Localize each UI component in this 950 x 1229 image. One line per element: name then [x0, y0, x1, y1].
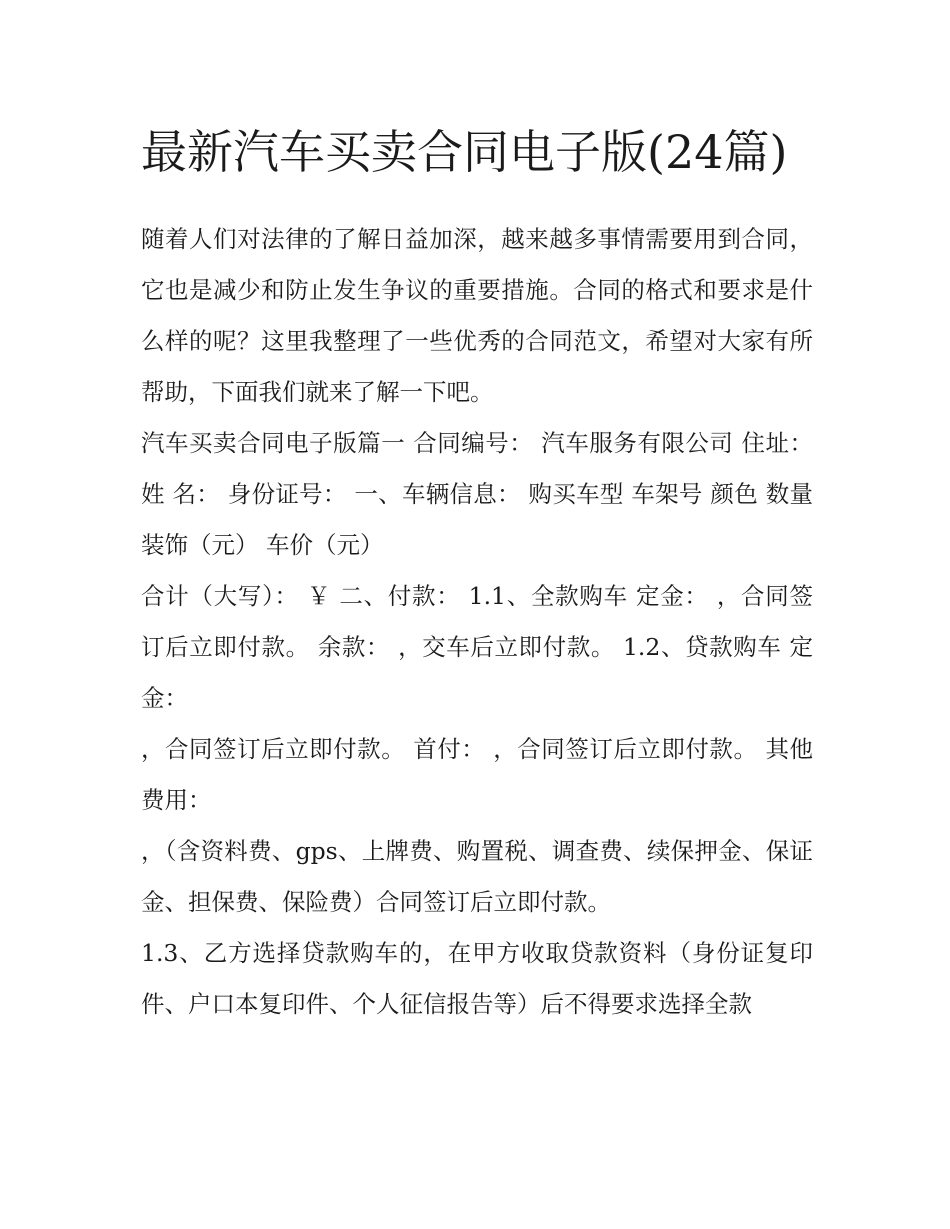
- paragraph-payment: 合计（大写）： ￥ 二、付款： 1.1、全款购车 定金： ，合同签订后立即付款。 余款： ，交车后立即付款。 1.2、贷款购车 定金：: [141, 582, 813, 712]
- document-title: 最新汽车买卖合同电子版(24篇): [141, 125, 788, 179]
- paragraph-other-fees: ，（含资料费、gps、上牌费、购置税、调查费、续保押金、保证金、担保费、保险费）合同签订后立即付款。: [141, 837, 813, 916]
- paragraph-intro: 随着人们对法律的了解日益加深，越来越多事情需要用到合同，它也是减少和防止发生争议的重要措施。合同的格式和要求是什么样的呢？这里我整理了一些优秀的合同范文，希望对大家有所帮助，下面我们就来了解一下吧。: [141, 225, 813, 406]
- paragraph-contract-header: 汽车买卖合同电子版篇一 合同编号： 汽车服务有限公司 住址： 姓 名： 身份证号： 一、车辆信息： 购买车型 车架号 颜色 数量 装饰（元） 车价（元）: [141, 429, 813, 559]
- document-body: [141, 112, 813, 1030]
- paragraph-down-payment: ，合同签订后立即付款。 首付： ，合同签订后立即付款。 其他费用：: [141, 735, 813, 814]
- paragraph-loan-terms: 1.3、乙方选择贷款购车的，在甲方收取贷款资料（身份证复印件、户口本复印件、个人征信报告等）后不得要求选择全款: [141, 939, 813, 1018]
